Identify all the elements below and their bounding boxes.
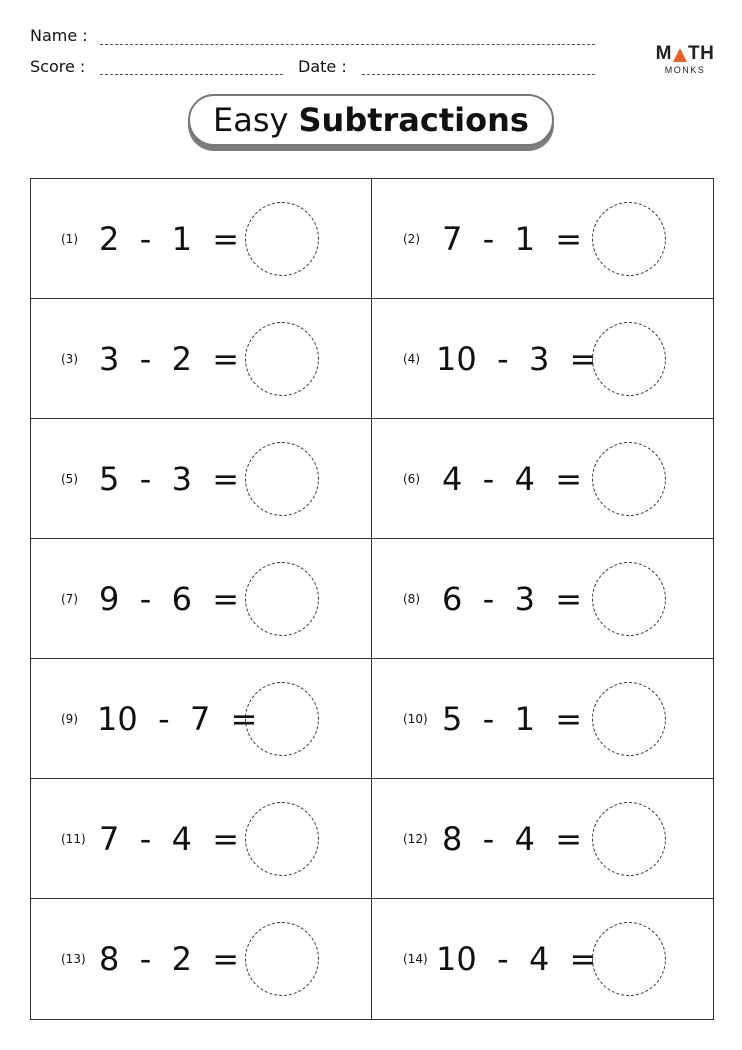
problem-number: (6): [403, 471, 420, 486]
worksheet-title: [188, 94, 554, 150]
problem-number: (7): [61, 591, 78, 606]
answer-circle[interactable]: [592, 322, 666, 396]
problem-cell: [31, 179, 372, 299]
problem-cell: [372, 659, 713, 779]
answer-circle[interactable]: [245, 322, 319, 396]
problem-expression: 5 - 1 =: [442, 699, 583, 738]
problem-number: (9): [61, 711, 78, 726]
title-bold: Subtractions: [298, 101, 529, 139]
problem-expression: 4 - 4 =: [442, 459, 583, 498]
problem-expression: 7 - 4 =: [99, 819, 240, 858]
problem-cell: [372, 779, 713, 899]
math-monks-logo: [654, 44, 716, 75]
score-label: Score :: [30, 57, 86, 76]
problem-expression: 7 - 1 =: [442, 219, 583, 258]
problem-cell: [372, 179, 713, 299]
problem-number: (13): [61, 952, 86, 966]
answer-circle[interactable]: [592, 922, 666, 996]
problem-number: (2): [403, 231, 420, 246]
problem-cell: [31, 299, 372, 419]
problem-cell: [31, 659, 372, 779]
title-pill: [188, 94, 554, 146]
answer-circle[interactable]: [592, 202, 666, 276]
problem-expression: 10 - 4 =: [436, 940, 597, 978]
problem-cell: [372, 419, 713, 539]
problem-cell: [31, 419, 372, 539]
date-input-line[interactable]: [362, 74, 595, 75]
answer-circle[interactable]: [592, 562, 666, 636]
answer-circle[interactable]: [245, 562, 319, 636]
logo-triangle-icon: [673, 48, 687, 62]
answer-circle[interactable]: [592, 802, 666, 876]
problem-cell: [372, 299, 713, 419]
problem-number: (10): [403, 711, 428, 726]
problem-expression: 6 - 3 =: [442, 579, 583, 618]
problem-expression: 2 - 1 =: [99, 219, 240, 258]
problem-expression: 8 - 2 =: [99, 940, 240, 978]
logo-text-m: M: [655, 43, 672, 64]
problem-number: (11): [61, 831, 86, 846]
problem-cell: [31, 779, 372, 899]
name-label: Name :: [30, 26, 88, 45]
answer-circle[interactable]: [245, 802, 319, 876]
answer-circle[interactable]: [245, 202, 319, 276]
problem-cell: [372, 899, 713, 1019]
problem-expression: 10 - 7 =: [97, 699, 258, 738]
problem-number: (1): [61, 231, 78, 246]
answer-circle[interactable]: [592, 682, 666, 756]
problem-cell: [372, 539, 713, 659]
answer-circle[interactable]: [245, 442, 319, 516]
logo-text-th: TH: [688, 43, 715, 64]
problem-number: (3): [61, 351, 78, 366]
logo-subtext: MONKS: [664, 65, 706, 75]
problem-expression: 5 - 3 =: [99, 459, 240, 498]
problem-expression: 3 - 2 =: [99, 339, 240, 378]
problem-cell: [31, 539, 372, 659]
problem-number: (8): [403, 591, 420, 606]
answer-circle[interactable]: [592, 442, 666, 516]
answer-circle[interactable]: [245, 922, 319, 996]
date-label: Date :: [298, 57, 347, 76]
problem-cell: [31, 899, 372, 1019]
problem-expression: 10 - 3 =: [436, 339, 597, 378]
name-input-line[interactable]: [100, 44, 595, 45]
problem-number: (14): [403, 952, 428, 966]
title-light: Easy: [213, 101, 289, 139]
answer-circle[interactable]: [245, 682, 319, 756]
problem-number: (12): [403, 831, 428, 846]
score-input-line[interactable]: [100, 74, 283, 75]
problem-grid: [30, 178, 714, 1020]
problem-number: (5): [61, 471, 78, 486]
problem-number: (4): [403, 351, 420, 366]
problem-expression: 9 - 6 =: [99, 579, 240, 618]
problem-expression: 8 - 4 =: [442, 819, 583, 858]
